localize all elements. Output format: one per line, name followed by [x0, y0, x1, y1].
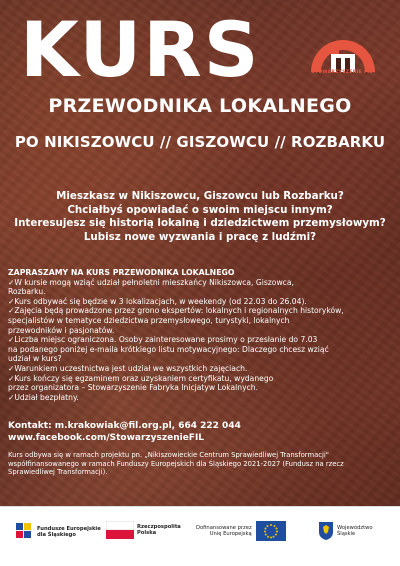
poland-flag-icon: [106, 521, 134, 539]
info-line: ✓Warunkiem uczestnictwa jest udział we wszystkich zajęciach.: [8, 363, 248, 373]
european-funds-icon: [16, 521, 34, 543]
fe-line: Fundusze Europejskie: [37, 525, 101, 532]
facebook-link[interactable]: www.facebook.com/StowarzyszenieFIL: [8, 433, 205, 443]
info-line: ✓Zajęcia będą prowadzone przez grono ekspertów: lokalnych i regionalnych historyków,: [8, 306, 344, 316]
questions-block: [14, 190, 386, 244]
info-line: Rozbarku.: [8, 287, 46, 297]
fil-logo-icon: [303, 30, 383, 90]
silesia-logo: [318, 521, 373, 541]
eu-flag-icon: [256, 521, 286, 541]
info-line: ✓Udział bezpłatny.: [8, 392, 79, 402]
rp-text: [137, 524, 181, 536]
info-line: ✓Kurs odbywać się będzie w 3 lokalizacjach, w weekendy (od 22.03 do 26.04).: [8, 296, 307, 306]
sl-line: Śląskie: [337, 531, 356, 537]
rp-line: Polska: [137, 530, 157, 536]
sl-line: Województwo: [337, 524, 373, 531]
question-line: Interesujesz się historią lokalną i dziedzictwem przemysłowym?: [14, 217, 386, 229]
project-note: [8, 451, 394, 477]
eu-logo: [196, 521, 286, 541]
silesia-coat-of-arms-icon: [318, 521, 334, 541]
project-line: współfinansowanego w ramach Funduszy Europejskich dla Śląskiego 2021-2027 (Fundusz na rzecz: [8, 459, 344, 468]
question-line: Chciałbyś opowiadać o swoim miejscu innym?: [67, 203, 333, 216]
info-line: ✓W kursie mogą wziąć udział pełnoletni mieszkańcy Nikiszowca, Giszowca,: [8, 277, 294, 287]
project-line: Kurs odbywa się w ramach projektu pn. „Nikiszowieckie Centrum Sprawiedliwej Transformacji": [8, 451, 329, 459]
logo-caption: STOWARZYSZENIE FIL: [311, 70, 373, 75]
info-line: specjalistów w tematyce dziedzictwa przemysłowego, turystyki, lokalnych: [8, 315, 290, 325]
poster-locations: PO NIKISZOWCU // GISZOWCU // ROZBARKU: [14, 133, 386, 151]
fe-text: [37, 526, 101, 538]
sl-text: [337, 525, 373, 537]
poster-title: KURS: [20, 5, 261, 94]
contact-email-phone[interactable]: Kontakt: m.krakowiak@fil.org.pl, 664 222 044: [8, 421, 241, 431]
info-block: [8, 268, 392, 402]
poster-subtitle: PRZEWODNIKA LOKALNEGO: [48, 95, 352, 117]
info-line: przewodników i pasjonatów.: [8, 325, 115, 335]
contact-block: [8, 420, 241, 444]
question-line: Lubisz nowe wyzwania i pracę z ludźmi?: [83, 230, 317, 243]
info-line: ✓Kurs kończy się egzaminem oraz uzyskaniem certyfikatu, wydanego: [8, 373, 274, 383]
ue-text: [196, 525, 252, 537]
ue-line: Unię Europejską: [209, 531, 252, 537]
project-line: Sprawiedliwej Transformacji).: [8, 468, 108, 477]
info-heading: ZAPRASZAMY NA KURS PRZEWODNIKA LOKALNEGO: [8, 268, 235, 277]
info-line: udział w kurs?: [8, 354, 62, 364]
info-line: przez organizatora – Stowarzyszenie Fabryka Inicjatyw Lokalnych.: [8, 383, 258, 393]
info-line: na podanego poniżej e-maila krótkiego listu motywacyjnego: Dlaczego chcesz wziąć: [8, 344, 329, 354]
rp-line: Rzeczpospolita: [137, 523, 181, 530]
fe-line: dla Śląskiego: [37, 532, 76, 538]
ue-line: Dofinansowane przez: [196, 524, 252, 531]
question-line: Mieszkasz w Nikiszowcu, Giszowcu lub Rozbarku?: [56, 190, 344, 202]
fe-logo: [16, 521, 101, 543]
funding-footer: [0, 506, 400, 566]
rp-logo: [106, 521, 181, 539]
info-line: ✓Liczba miejsc ograniczona. Osoby zainteresowane prosimy o przesłanie do 7.03: [8, 335, 318, 345]
